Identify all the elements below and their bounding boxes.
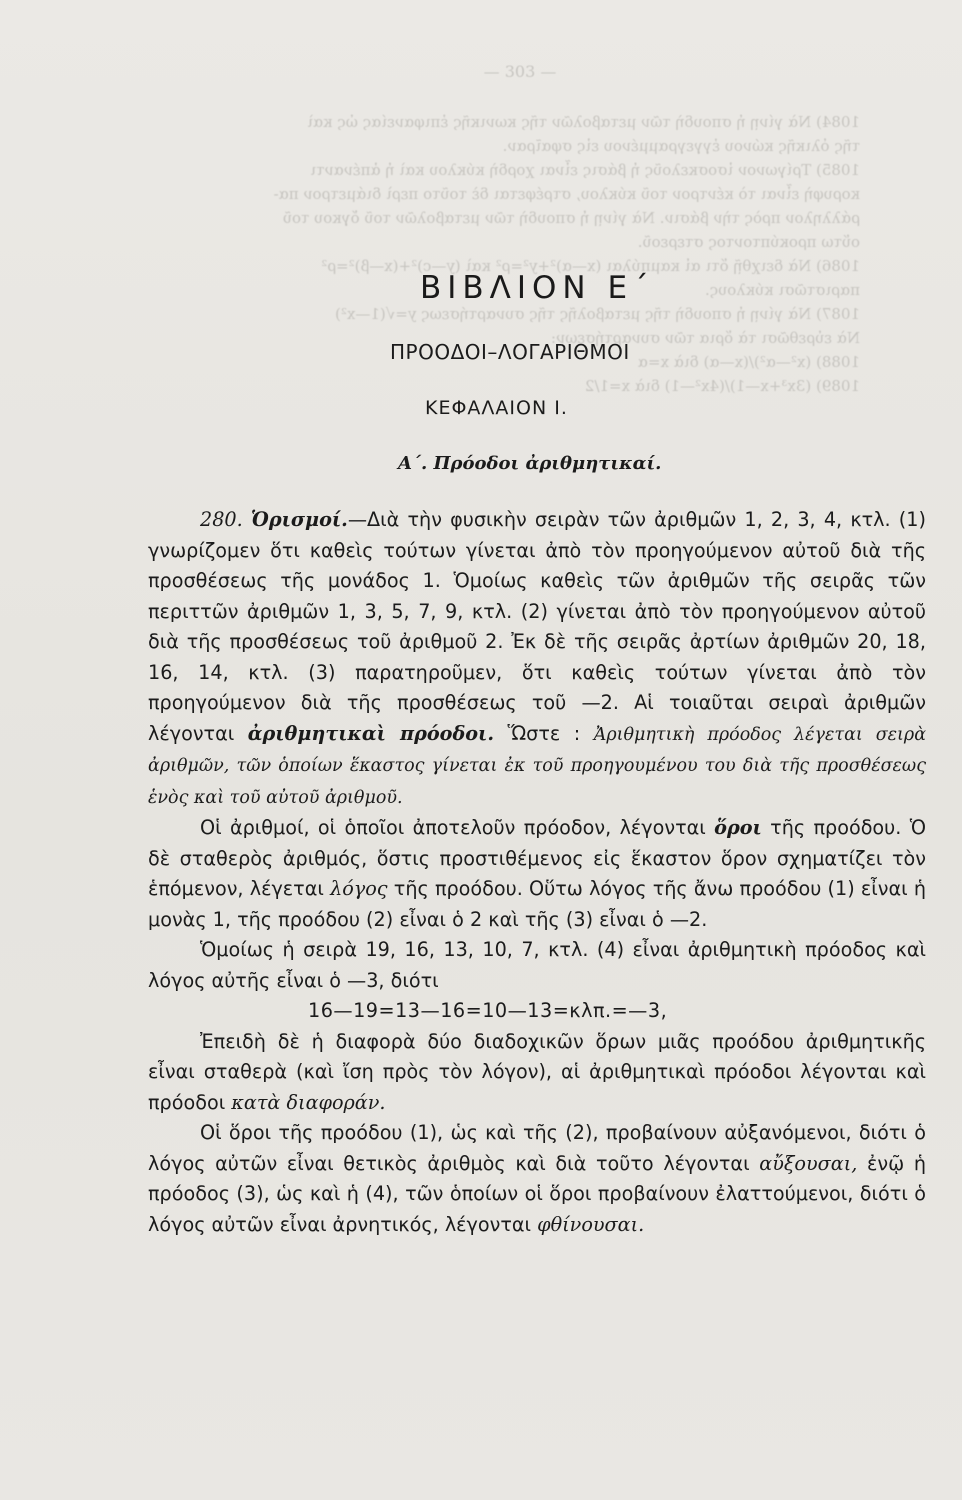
show-through-line: 1087) Νὰ γίνῃ ἡ σπουδὴ τῆς μεταβολῆς τῆς συναρτήσεως y=√(1—x²) [335,305,860,323]
paragraph-text: —Διὰ τὴν φυσικὴν σειρὰν τῶν ἀριθμῶν 1, 2, 3, 4, κτλ. (1) γνωρίζομεν ὅτι καθεὶς τούτων γίνεται ἀπὸ τὸν προηγούμενον αὐτοῦ διὰ τῆς προσθέσεως τῆς μονάδος 1. Ὁμοίως καθεὶς τῶν ἀριθμῶν τῆς σειρᾶς τῶν περιττῶν ἀριθμῶν 1, 3, 5, 7, 9, κτλ. (2) γίνεται ἀπὸ τὸν προηγούμενον αὐτοῦ διὰ τῆς προσθέσεως τοῦ ἀριθμοῦ 2. Ἐκ δὲ τῆς σειρᾶς ἀρτίων ἀριθμῶν 20, 18, 16, 14, κτλ. (3) παρατηροῦμεν, ὅτι καθεὶς τούτων γίνεται ἀπὸ τὸν προηγούμενον διὰ τῆς προσθέσεως τοῦ —2. Αἱ τοιαῦται σειραὶ ἀριθμῶν λέγονται [148,508,926,745]
article-number: 280. [200,508,243,531]
term-increasing: αὔξουσαι, [759,1151,858,1175]
term-arithmetic-progressions: ἀριθμητικαὶ πρόοδοι. [247,721,495,745]
term-decreasing: φθίνουσαι. [537,1212,645,1236]
paragraph-text: Οἱ ἀριθμοί, οἱ ὁποῖοι ἀποτελοῦν πρόοδον, λέγονται [200,816,715,839]
body-text [148,505,926,1240]
article-title: Ὁρισμοί. [250,508,348,531]
paragraph-text: Ἐπειδὴ δὲ ἡ διαφορὰ δύο διαδοχικῶν ὅρων μιᾶς προόδου ἀριθμητικῆς εἶναι σταθερὰ (καὶ ἴση πρὸς τὸν λόγον), αἱ ἀριθμητικαὶ πρόοδοι λέγονται καὶ πρόοδοι [148,1029,926,1114]
paragraph-text: τῆς προόδου. Οὕτω λόγος τῆς ἄνω προόδου (1) εἶναι ἡ μονὰς 1, τῆς προόδου (2) εἶναι ὁ 2 καὶ τῆς (3) εἶναι ὁ —2. [148,877,926,931]
show-through-line: 1089) (3x³+x—1)/(4x²—1) διὰ x=1/2 [584,377,860,395]
paragraph-text: Ὥστε : [494,721,594,745]
paragraph-definitions [148,505,926,813]
paragraph-text: Οἱ ὅροι τῆς προόδου (1), ὡς καὶ τῆς (2), προβαίνουν αὐξανόμενοι, διότι ὁ λόγος αὐτῶν εἶναι θετικὸς ἀριθμὸς καὶ διὰ τοῦτο λέγονται [148,1121,926,1175]
term-ratio: λόγος [330,877,388,900]
paragraph-terms [148,813,926,935]
section-title: Α΄. Πρόοδοι ἀριθμητικαί. [398,453,662,474]
paragraph-text: τῆς προόδου. Ὁ δὲ σταθερὸς ἀριθμός, ὅστις προστιθέμενος εἰς ἕκαστον ὅρον σχηματίζει τὸν ἑπόμενον, λέγεται [148,816,927,900]
show-through-line: ράλληλον πρὸς τὴν βάσιν. Νὰ γίνῃ ἡ σπουδὴ τῶν μεταβολῶν τοῦ ὄγκου τοῦ [282,209,860,227]
show-through-line: οὕτω προκύπτοντος στερεοῦ. [637,233,860,251]
paragraph-text: ἐνῷ ἡ πρόοδος (3), ὡς καὶ ἡ (4), τῶν ὁποίων οἱ ὅροι προβαίνουν ἐλαττούμενοι, διότι ὁ λόγος αὐτῶν εἶναι ἀρνητικός, λέγονται [148,1151,926,1236]
show-through-line: 1084) Νὰ γίνῃ ἡ σπουδὴ τῶν μεταβολῶν τῆς κωνικῆς ἐπιφανείας ὡς καὶ [307,113,860,131]
chapter-title: ΚΕΦΑΛΑΙΟΝ Ι. [425,397,568,419]
paragraph-difference [148,1027,926,1119]
show-through-line: κορυφὴ εἶναι τὸ κέντρον τοῦ κύκλου, στρέφεται δὲ τοῦτο περὶ διάμετρον πα- [273,185,860,203]
show-through-line: 1085) Τρίγωνον ἰσοσκελοῦς ἡ βάσις εἶναι χορδὴ κύκλου καὶ ἡ ἀπέναντι [310,161,860,179]
equation: 16—19=13—16=10—13=κλπ.=—3, [308,999,668,1022]
show-through-line: τῆς ὁλικῆς κώνου ἐγγεγραμμένου εἰς σφαῖραν. [502,137,860,155]
term-by-difference: κατὰ διαφοράν. [231,1090,386,1114]
show-through-line: Νὰ εὑρεθῶσι τὰ ὅρια τῶν συναρτήσεων: [550,329,860,347]
part-title: ΠΡΟΟΔΟΙ–ΛΟΓΑΡΙΘΜΟΙ [390,340,630,364]
show-through-page-number: — 303 — [483,62,557,81]
definition-text: Ἀριθμητικὴ πρόοδος λέγεται σειρὰ ἀριθμῶν, τῶν ὁποίων ἕκαστος γίνεται ἐκ τοῦ προηγουμένου του διὰ τῆς προσθέσεως ἑνὸς καὶ τοῦ αὐτοῦ ἀριθμοῦ. [148,724,927,808]
show-through-line: 1088) (x²—α²)/(x—α) διὰ x=α [637,353,860,371]
show-through-line: παριστῶσι κύκλους. [704,281,860,299]
paragraph-example: Ὁμοίως ἡ σειρὰ 19, 16, 13, 10, 7, κτλ. (4) εἶναι ἀριθμητικὴ πρόοδος καὶ λόγος αὐτῆς εἶναι ὁ —3, διότι [148,938,926,992]
book-title: ΒΙΒΛΙΟΝ Ε΄ [420,270,655,306]
paragraph-increasing-decreasing [148,1118,926,1240]
show-through-line: 1086) Νὰ δειχθῇ ὅτι αἱ καμπύλαι (x—α)²+y²=ρ² καὶ (y—c)²+(x—β)²=ρ² [321,257,860,275]
term-terms: ὅροι [714,816,762,839]
